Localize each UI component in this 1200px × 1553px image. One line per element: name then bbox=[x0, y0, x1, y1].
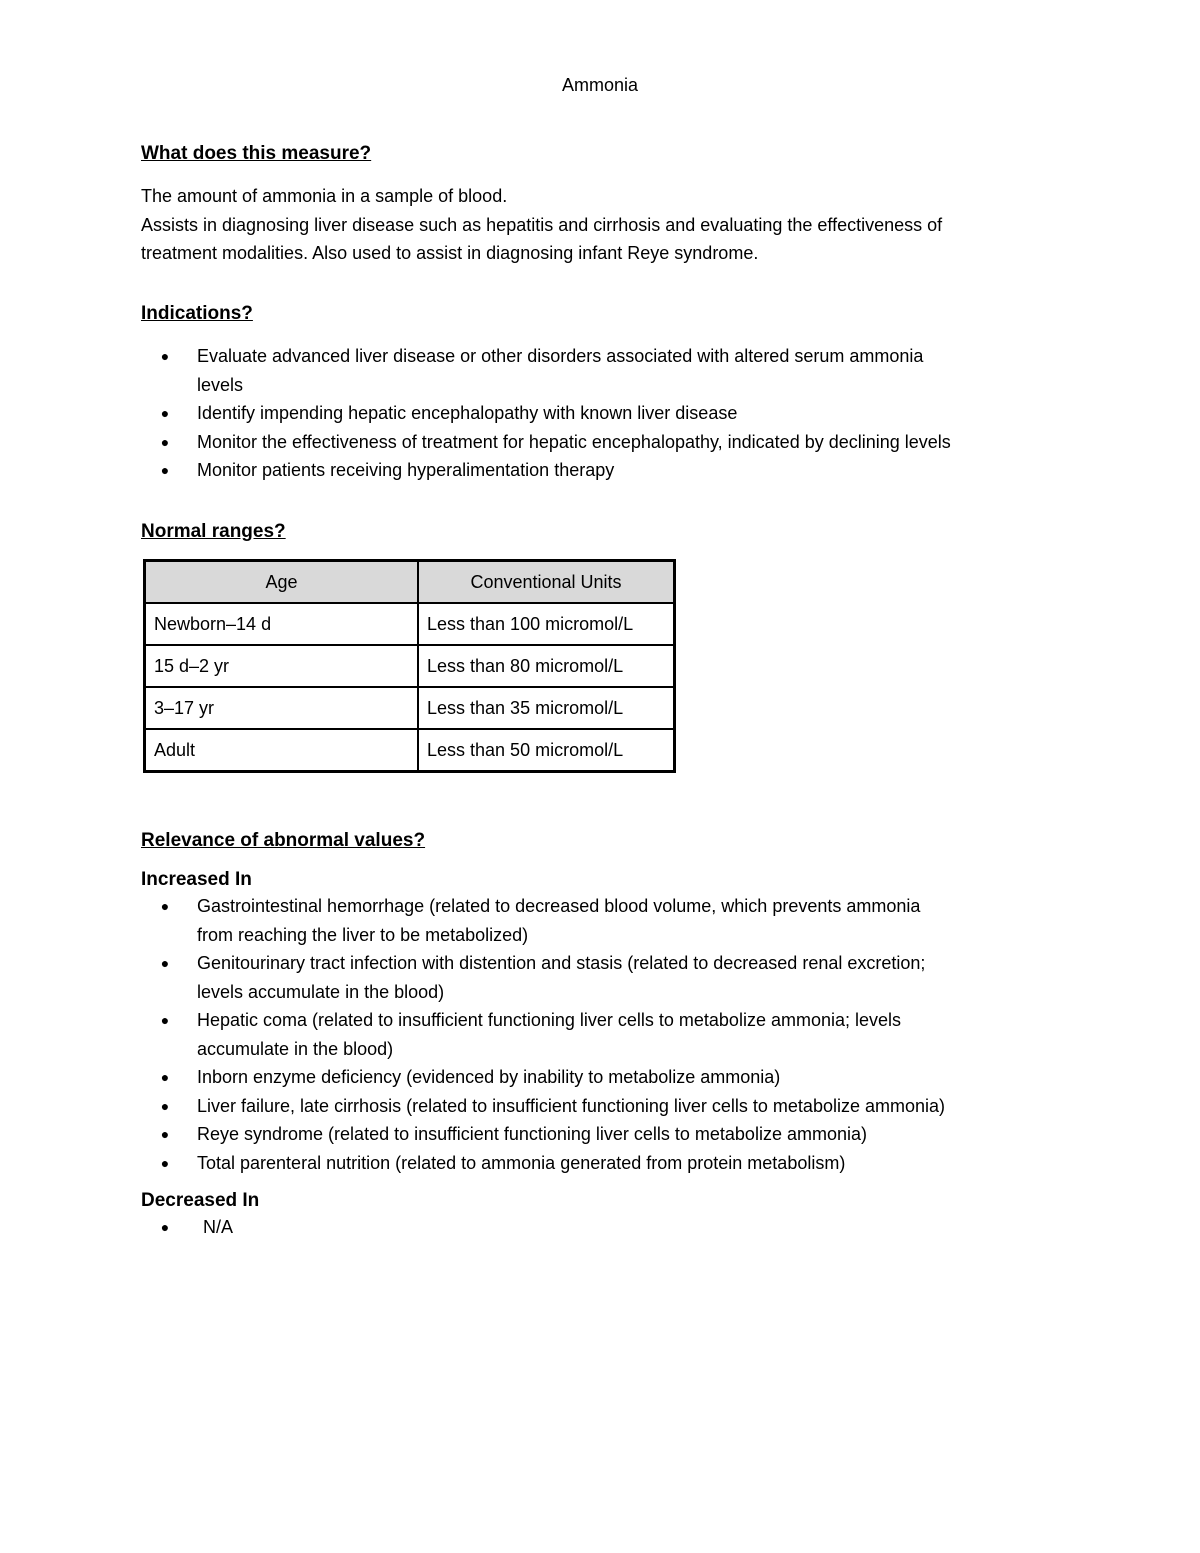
list-item bbox=[141, 428, 1061, 457]
increased-heading: Increased In bbox=[141, 869, 252, 890]
list-item-line: Liver failure, late cirrhosis (related to insufficient functioning liver cells to metabolize ammonia) bbox=[197, 1095, 946, 1116]
table-cell-units: Less than 35 micromol/L bbox=[418, 687, 675, 729]
list-item-line: Reye syndrome (related to insufficient functioning liver cells to metabolize ammonia) bbox=[197, 1124, 867, 1144]
bullet-icon: ● bbox=[160, 348, 170, 364]
table-cell-age: 3–17 yr bbox=[145, 687, 419, 729]
decreased-list bbox=[141, 1213, 1061, 1242]
measure-line: The amount of ammonia in a sample of blood. bbox=[141, 186, 508, 206]
list-item-line: N/A bbox=[203, 1217, 234, 1237]
column-header-age: Age bbox=[145, 561, 419, 604]
list-item-line: Monitor patients receiving hyperalimentation therapy bbox=[197, 460, 615, 480]
normal-ranges-section bbox=[141, 520, 1061, 544]
table-cell-units: Less than 100 micromol/L bbox=[418, 603, 675, 645]
bullet-icon: ● bbox=[160, 405, 170, 421]
bullet-icon: ● bbox=[160, 1219, 170, 1235]
list-item-line: Evaluate advanced liver disease or other disorders associated with altered serum ammonia bbox=[197, 346, 924, 366]
bullet-icon: ● bbox=[160, 1097, 170, 1114]
table-header-row bbox=[145, 561, 675, 604]
list-item bbox=[141, 342, 1061, 399]
list-item-line: Hepatic coma (related to insufficient functioning liver cells to metabolize ammonia; levels bbox=[197, 1010, 902, 1030]
list-item bbox=[141, 949, 1061, 1006]
indications-section bbox=[141, 302, 1061, 485]
column-header-units: Conventional Units bbox=[418, 561, 675, 604]
list-item-line: Gastrointestinal hemorrhage (related to decreased blood volume, which prevents ammonia bbox=[197, 896, 921, 916]
bullet-icon: ● bbox=[160, 462, 170, 478]
decreased-heading: Decreased In bbox=[141, 1190, 260, 1211]
list-item bbox=[141, 1120, 1061, 1149]
document-title: Ammonia bbox=[561, 75, 639, 95]
bullet-icon: ● bbox=[160, 1154, 170, 1171]
list-item bbox=[141, 1092, 1061, 1121]
relevance-section bbox=[141, 829, 1061, 1242]
measure-line: Assists in diagnosing liver disease such as hepatitis and cirrhosis and evaluating the effectiveness of bbox=[141, 214, 943, 235]
list-item bbox=[141, 1149, 1061, 1178]
measure-section bbox=[141, 142, 1061, 268]
bullet-icon: ● bbox=[160, 898, 170, 914]
list-item bbox=[141, 1063, 1061, 1092]
table-row bbox=[145, 729, 675, 772]
list-item-line: levels accumulate in the blood) bbox=[197, 981, 445, 1002]
indications-heading: Indications? bbox=[141, 303, 253, 324]
table-row bbox=[145, 603, 675, 645]
table-row bbox=[145, 645, 675, 687]
list-item-line: Monitor the effectiveness of treatment for hepatic encephalopathy, indicated by declining levels bbox=[197, 431, 951, 452]
list-item bbox=[141, 1006, 1061, 1063]
list-item-line: accumulate in the blood) bbox=[197, 1038, 394, 1059]
indications-list bbox=[141, 342, 1061, 485]
normal-ranges-table bbox=[143, 559, 676, 773]
table-cell-age: Newborn–14 d bbox=[145, 603, 419, 645]
relevance-heading: Relevance of abnormal values? bbox=[141, 830, 426, 851]
list-item bbox=[141, 892, 1061, 949]
table-cell-age: Adult bbox=[145, 729, 419, 772]
bullet-icon: ● bbox=[160, 1126, 170, 1142]
table-cell-age: 15 d–2 yr bbox=[145, 645, 419, 687]
bullet-icon: ● bbox=[160, 1012, 170, 1028]
bullet-icon: ● bbox=[160, 955, 170, 971]
increased-list bbox=[141, 892, 1061, 1177]
list-item-line: levels bbox=[197, 374, 244, 395]
list-item-line: Inborn enzyme deficiency (evidenced by inability to metabolize ammonia) bbox=[197, 1067, 781, 1087]
table-cell-units: Less than 80 micromol/L bbox=[418, 645, 675, 687]
list-item bbox=[141, 456, 1061, 485]
table-cell-units: Less than 50 micromol/L bbox=[418, 729, 675, 772]
normal-ranges-heading: Normal ranges? bbox=[141, 521, 286, 542]
list-item-line: Genitourinary tract infection with distention and stasis (related to decreased renal excretion; bbox=[197, 953, 926, 973]
measure-heading: What does this measure? bbox=[141, 143, 372, 164]
bullet-icon: ● bbox=[160, 1069, 170, 1085]
measure-line: treatment modalities. Also used to assist in diagnosing infant Reye syndrome. bbox=[141, 243, 759, 263]
list-item-line: Identify impending hepatic encephalopathy with known liver disease bbox=[197, 403, 738, 423]
table-row bbox=[145, 687, 675, 729]
list-item-line: from reaching the liver to be metabolized) bbox=[197, 924, 529, 945]
list-item bbox=[141, 399, 1061, 428]
bullet-icon: ● bbox=[160, 433, 170, 450]
list-item-line: Total parenteral nutrition (related to ammonia generated from protein metabolism) bbox=[197, 1152, 846, 1173]
list-item bbox=[141, 1213, 1061, 1242]
